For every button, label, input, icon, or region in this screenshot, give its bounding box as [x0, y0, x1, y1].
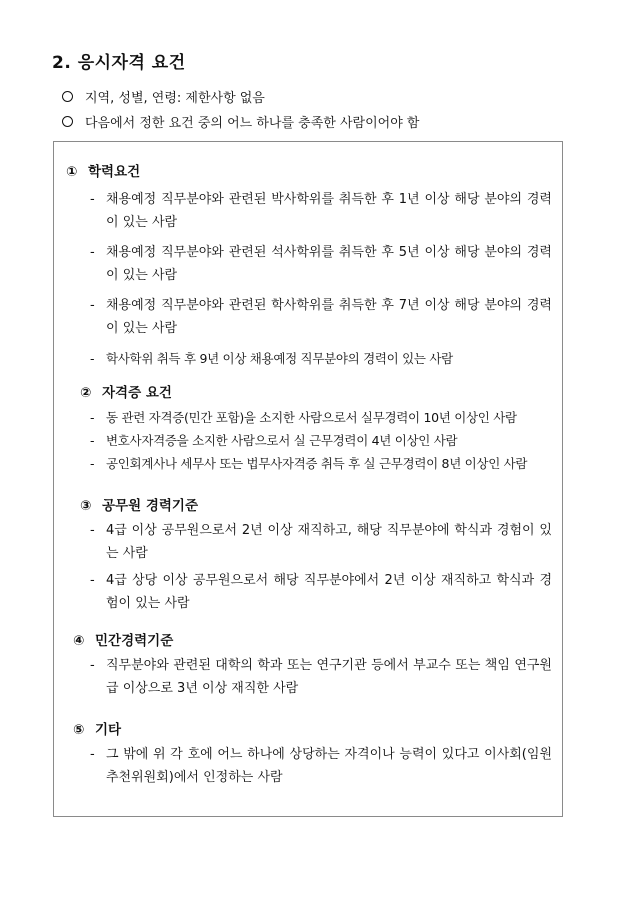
list-item: [86, 429, 552, 452]
list-item: [86, 654, 552, 700]
section-title: [80, 382, 562, 404]
circle-bullet-icon: [62, 116, 73, 127]
dash-marker: -: [90, 245, 95, 260]
section-number: ⑤: [73, 722, 85, 738]
section-number: ③: [80, 498, 92, 514]
list-item: [86, 569, 552, 615]
dash-marker: -: [90, 573, 95, 588]
dash-marker: -: [90, 298, 95, 313]
list-item: [86, 452, 552, 475]
item-text: 변호사자격증을 소지한 사람으로서 실 근무경력이 4년 이상인 사람: [106, 433, 458, 448]
section-title: [73, 630, 562, 652]
list-item: [86, 188, 552, 234]
item-text: 4급 이상 공무원으로서 2년 이상 재직하고, 해당 직무분야에 학식과 경험이 있는 사람: [106, 523, 552, 561]
requirements-box: [53, 141, 563, 817]
bullet-row: [62, 109, 419, 134]
dash-marker: -: [90, 351, 95, 366]
list-item: [86, 347, 552, 370]
list-item: [86, 241, 552, 287]
section-heading: 2. 응시자격 요건: [52, 53, 186, 73]
section-private-career: [54, 630, 562, 700]
section-title-text: 학력요건: [88, 164, 141, 180]
list-item: [86, 406, 552, 429]
section-other: [54, 719, 562, 789]
dash-marker: -: [90, 410, 95, 425]
dash-marker: -: [90, 456, 95, 471]
section-number: ②: [80, 385, 92, 401]
list-item: [86, 294, 552, 340]
section-title: [80, 495, 562, 517]
item-text: 채용예정 직무분야와 관련된 학사학위를 취득한 후 7년 이상 해당 분야의 경력이 있는 사람: [106, 298, 552, 336]
section-title-text: 자격증 요건: [102, 385, 172, 401]
item-text: 공인회계사나 세무사 또는 법무사자격증 취득 후 실 근무경력이 8년 이상인 사람: [106, 456, 528, 471]
item-text: 채용예정 직무분야와 관련된 박사학위를 취득한 후 1년 이상 해당 분야의 경력이 있는 사람: [106, 192, 552, 230]
requirement-bullets: [62, 84, 419, 134]
section-title-text: 민간경력기준: [95, 633, 174, 649]
bullet-text: 다음에서 정한 요건 중의 어느 하나를 충족한 사람이어야 함: [85, 116, 420, 131]
section-civil-servant: [54, 495, 562, 615]
item-text: 동 관련 자격증(민간 포함)을 소지한 사람으로서 실무경력이 10년 이상인 사람: [106, 410, 517, 425]
dash-marker: -: [90, 523, 95, 538]
section-number: ①: [66, 164, 78, 180]
section-number: ④: [73, 633, 85, 649]
section-title: [73, 719, 562, 741]
section-title: [66, 161, 562, 183]
dash-marker: -: [90, 747, 95, 762]
section-title-text: 기타: [95, 722, 122, 738]
dash-marker: -: [90, 658, 95, 673]
item-text: 학사학위 취득 후 9년 이상 채용예정 직무분야의 경력이 있는 사람: [106, 351, 453, 366]
item-text: 직무분야와 관련된 대학의 학과 또는 연구기관 등에서 부교수 또는 책임 연구원급 이상으로 3년 이상 재직한 사람: [106, 658, 552, 696]
bullet-row: [62, 84, 419, 109]
section-title-text: 공무원 경력기준: [102, 498, 198, 514]
bullet-text: 지역, 성별, 연령: 제한사항 없음: [85, 91, 265, 106]
section-certificate: [54, 382, 562, 475]
circle-bullet-icon: [62, 91, 73, 102]
item-text: 그 밖에 위 각 호에 어느 하나에 상당하는 자격이나 능력이 있다고 이사회(임원추천위원회)에서 인정하는 사람: [106, 747, 552, 785]
item-text: 채용예정 직무분야와 관련된 석사학위를 취득한 후 5년 이상 해당 분야의 경력이 있는 사람: [106, 245, 552, 283]
dash-marker: -: [90, 433, 95, 448]
list-item: [86, 519, 552, 565]
item-text: 4급 상당 이상 공무원으로서 해당 직무분야에서 2년 이상 재직하고 학식과 경험이 있는 사람: [106, 573, 552, 611]
section-education: [54, 161, 562, 370]
list-item: [86, 743, 552, 789]
dash-marker: -: [90, 192, 95, 207]
